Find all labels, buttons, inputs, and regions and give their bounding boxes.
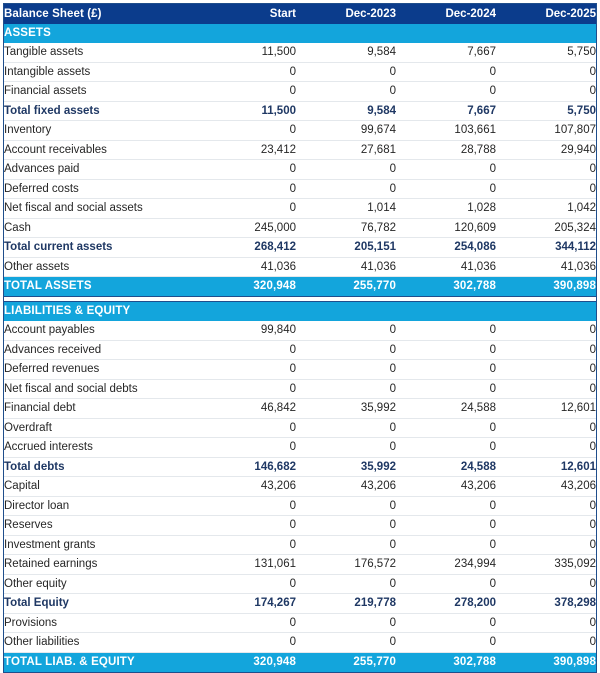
header-row [4,4,596,24]
row-value-2: 103,661 [396,121,496,141]
grand-total-value-2: 302,788 [396,652,496,672]
table-row [4,438,596,458]
row-value-2: 7,667 [396,43,496,62]
subtotal-label: Total Equity [4,594,196,614]
row-value-1: 0 [296,179,396,199]
row-label: Account receivables [4,140,196,160]
row-label: Net fiscal and social debts [4,379,196,399]
row-value-0: 0 [196,360,296,380]
grand-total-row [4,652,596,672]
section-header-spacer-3 [496,24,596,43]
subtotal-value-2: 7,667 [396,101,496,121]
section-header-label: ASSETS [4,24,196,43]
grand-total-label: TOTAL ASSETS [4,277,196,297]
subtotal-value-0: 146,682 [196,457,296,477]
row-value-1: 0 [296,321,396,340]
table-body [4,24,596,672]
row-value-2: 41,036 [396,257,496,277]
row-value-1: 35,992 [296,399,396,419]
subtotal-row [4,457,596,477]
row-value-1: 0 [296,379,396,399]
subtotal-value-2: 278,200 [396,594,496,614]
table-header [4,4,596,24]
row-value-0: 0 [196,613,296,633]
row-value-3: 0 [496,613,596,633]
row-label: Deferred costs [4,179,196,199]
row-value-0: 0 [196,535,296,555]
row-value-0: 0 [196,418,296,438]
row-value-0: 245,000 [196,218,296,238]
grand-total-row [4,277,596,297]
row-value-2: 0 [396,360,496,380]
row-label: Provisions [4,613,196,633]
row-value-3: 0 [496,62,596,82]
row-value-1: 176,572 [296,555,396,575]
subtotal-value-1: 35,992 [296,457,396,477]
row-value-3: 0 [496,516,596,536]
subtotal-value-3: 5,750 [496,101,596,121]
grand-total-label: TOTAL LIAB. & EQUITY [4,652,196,672]
row-value-3: 0 [496,438,596,458]
subtotal-value-2: 254,086 [396,238,496,258]
column-header-dec-2023[interactable]: Dec-2023 [296,4,396,24]
subtotal-value-3: 344,112 [496,238,596,258]
column-header-start[interactable]: Start [196,4,296,24]
table-row [4,43,596,62]
table-row [4,82,596,102]
table-row [4,555,596,575]
row-value-1: 0 [296,516,396,536]
table-row [4,496,596,516]
row-value-0: 41,036 [196,257,296,277]
section-header-label: LIABILITIES & EQUITY [4,302,196,322]
row-value-3: 0 [496,321,596,340]
table-row [4,516,596,536]
row-value-0: 11,500 [196,43,296,62]
section-header-row [4,302,596,322]
row-value-0: 0 [196,179,296,199]
row-value-2: 0 [396,160,496,180]
row-value-2: 0 [396,62,496,82]
row-value-2: 120,609 [396,218,496,238]
row-value-3: 205,324 [496,218,596,238]
section-header-spacer-2 [396,302,496,322]
row-label: Other liabilities [4,633,196,653]
row-value-2: 0 [396,418,496,438]
section-header-spacer-0 [196,302,296,322]
row-value-3: 43,206 [496,477,596,497]
table-row [4,62,596,82]
table-row [4,613,596,633]
row-value-0: 0 [196,496,296,516]
table-row [4,340,596,360]
row-value-0: 99,840 [196,321,296,340]
row-value-3: 41,036 [496,257,596,277]
row-value-1: 0 [296,340,396,360]
row-label: Account payables [4,321,196,340]
row-value-0: 43,206 [196,477,296,497]
row-label: Net fiscal and social assets [4,199,196,219]
grand-total-value-0: 320,948 [196,277,296,297]
row-label: Overdraft [4,418,196,438]
row-value-1: 0 [296,418,396,438]
subtotal-value-0: 11,500 [196,101,296,121]
row-value-2: 0 [396,613,496,633]
subtotal-value-3: 12,601 [496,457,596,477]
column-header-dec-2024[interactable]: Dec-2024 [396,4,496,24]
table-row [4,321,596,340]
row-value-1: 0 [296,82,396,102]
subtotal-value-1: 9,584 [296,101,396,121]
table-row [4,179,596,199]
row-value-2: 0 [396,379,496,399]
table-row [4,379,596,399]
row-label: Other assets [4,257,196,277]
row-label: Advances paid [4,160,196,180]
row-value-2: 0 [396,179,496,199]
grand-total-value-3: 390,898 [496,652,596,672]
subtotal-value-2: 24,588 [396,457,496,477]
row-value-1: 1,014 [296,199,396,219]
row-value-1: 0 [296,160,396,180]
row-value-0: 0 [196,516,296,536]
row-value-0: 0 [196,633,296,653]
row-value-1: 0 [296,574,396,594]
row-value-3: 0 [496,160,596,180]
row-value-3: 0 [496,360,596,380]
table-row [4,535,596,555]
row-label: Inventory [4,121,196,141]
row-label: Director loan [4,496,196,516]
table-row [4,257,596,277]
row-value-3: 1,042 [496,199,596,219]
row-value-3: 12,601 [496,399,596,419]
row-label: Retained earnings [4,555,196,575]
subtotal-value-0: 174,267 [196,594,296,614]
row-value-1: 0 [296,62,396,82]
row-label: Tangible assets [4,43,196,62]
row-value-2: 0 [396,321,496,340]
row-value-3: 0 [496,379,596,399]
row-value-3: 0 [496,82,596,102]
table-row [4,218,596,238]
row-label: Advances received [4,340,196,360]
grand-total-value-0: 320,948 [196,652,296,672]
table-row [4,477,596,497]
section-header-row [4,24,596,43]
row-value-0: 0 [196,438,296,458]
row-value-2: 0 [396,574,496,594]
table-row [4,399,596,419]
row-value-1: 9,584 [296,43,396,62]
subtotal-label: Total current assets [4,238,196,258]
row-label: Deferred revenues [4,360,196,380]
row-value-0: 0 [196,121,296,141]
row-label: Intangible assets [4,62,196,82]
balance-sheet-table [4,4,596,672]
row-value-0: 131,061 [196,555,296,575]
row-label: Cash [4,218,196,238]
row-value-1: 76,782 [296,218,396,238]
row-label: Financial debt [4,399,196,419]
subtotal-row [4,238,596,258]
row-value-2: 24,588 [396,399,496,419]
subtotal-row [4,101,596,121]
row-value-1: 43,206 [296,477,396,497]
row-value-3: 0 [496,535,596,555]
row-value-0: 0 [196,160,296,180]
row-value-2: 0 [396,633,496,653]
row-label: Accrued interests [4,438,196,458]
subtotal-value-1: 205,151 [296,238,396,258]
section-header-spacer-1 [296,302,396,322]
grand-total-value-2: 302,788 [396,277,496,297]
row-label: Reserves [4,516,196,536]
subtotal-label: Total fixed assets [4,101,196,121]
row-value-3: 0 [496,574,596,594]
row-value-0: 0 [196,574,296,594]
grand-total-value-1: 255,770 [296,652,396,672]
row-label: Financial assets [4,82,196,102]
row-value-2: 0 [396,340,496,360]
table-row [4,199,596,219]
row-value-1: 99,674 [296,121,396,141]
table-row [4,633,596,653]
row-value-1: 41,036 [296,257,396,277]
row-value-2: 0 [396,496,496,516]
table-row [4,574,596,594]
row-value-0: 0 [196,379,296,399]
table-title: Balance Sheet (£) [4,4,196,24]
table-row [4,418,596,438]
row-label: Other equity [4,574,196,594]
grand-total-value-1: 255,770 [296,277,396,297]
row-value-3: 107,807 [496,121,596,141]
row-value-0: 0 [196,340,296,360]
row-value-2: 0 [396,82,496,102]
row-value-1: 0 [296,496,396,516]
row-value-1: 0 [296,360,396,380]
row-value-2: 0 [396,516,496,536]
row-value-3: 0 [496,179,596,199]
row-value-3: 0 [496,418,596,438]
table-row [4,140,596,160]
row-value-1: 0 [296,438,396,458]
row-value-2: 28,788 [396,140,496,160]
subtotal-value-0: 268,412 [196,238,296,258]
row-value-3: 0 [496,633,596,653]
row-value-2: 0 [396,535,496,555]
table-row [4,360,596,380]
row-value-3: 0 [496,496,596,516]
row-value-3: 5,750 [496,43,596,62]
row-value-0: 0 [196,82,296,102]
row-value-2: 0 [396,438,496,458]
row-value-3: 0 [496,340,596,360]
subtotal-value-3: 378,298 [496,594,596,614]
row-value-1: 0 [296,633,396,653]
table-row [4,121,596,141]
row-value-0: 46,842 [196,399,296,419]
row-value-1: 0 [296,535,396,555]
balance-sheet-panel [3,3,597,673]
section-header-spacer-2 [396,24,496,43]
column-header-dec-2025[interactable]: Dec-2025 [496,4,596,24]
section-header-spacer-0 [196,24,296,43]
row-label: Investment grants [4,535,196,555]
subtotal-row [4,594,596,614]
row-value-2: 1,028 [396,199,496,219]
row-value-1: 0 [296,613,396,633]
row-value-2: 43,206 [396,477,496,497]
table-row [4,160,596,180]
section-header-spacer-3 [496,302,596,322]
row-value-2: 234,994 [396,555,496,575]
row-value-3: 29,940 [496,140,596,160]
row-value-0: 23,412 [196,140,296,160]
grand-total-value-3: 390,898 [496,277,596,297]
row-value-0: 0 [196,62,296,82]
row-value-3: 335,092 [496,555,596,575]
subtotal-label: Total debts [4,457,196,477]
row-value-0: 0 [196,199,296,219]
row-value-1: 27,681 [296,140,396,160]
subtotal-value-1: 219,778 [296,594,396,614]
section-header-spacer-1 [296,24,396,43]
row-label: Capital [4,477,196,497]
